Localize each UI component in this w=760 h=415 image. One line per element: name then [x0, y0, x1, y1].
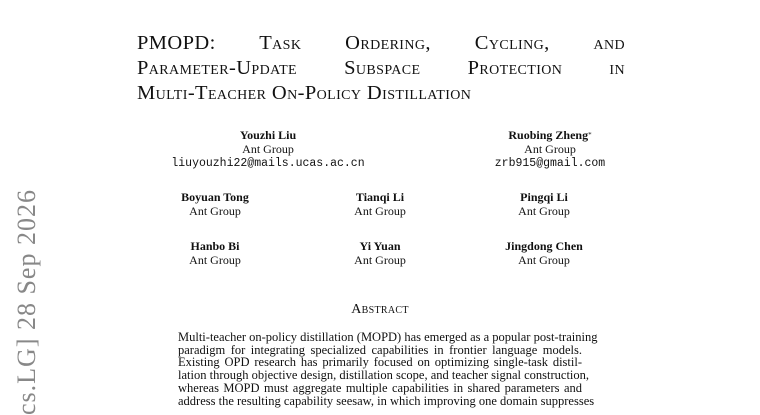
author-affiliation: Ant Group [524, 142, 576, 156]
author-name: Hanbo Bi [190, 239, 240, 253]
author-block [310, 239, 450, 267]
author-name: Youzhi Liu [239, 128, 297, 142]
author-name: Tianqi Li [355, 190, 405, 204]
author-block [145, 239, 285, 267]
author-name: Pingqi Li [520, 190, 568, 204]
author-affiliation: Ant Group [518, 253, 570, 267]
author-name: Yi Yuan [359, 239, 401, 253]
author-affiliation: Ant Group [518, 204, 570, 218]
abstract-line: whereas MOPD must aggregate multiple capabilities in shared parameters and [178, 380, 582, 395]
abstract-line: address the resulting capability seesaw, in which improving one domain suppresses [178, 393, 595, 408]
author-name: Jingdong Chen [505, 239, 583, 253]
abstract-line: paradigm for integrating specialized capabilities in frontier language models. [178, 342, 582, 357]
author-block [145, 190, 285, 218]
author-name: Boyuan Tong [181, 190, 249, 204]
author-block [474, 190, 614, 218]
abstract-line: Multi-teacher on-policy distillation (MOPD) has emerged as a popular post-training [178, 330, 598, 344]
arxiv-side-stamp: cs.LG] 28 Sep 2026 [12, 189, 41, 415]
abstract-heading: Abstract [351, 302, 409, 317]
author-block [440, 128, 660, 171]
author-affiliation: Ant Group [189, 253, 241, 267]
title-line-3: Multi-Teacher On-Policy Distillation [137, 82, 472, 104]
abstract-line: lation through objective design, distillation scope, and teacher signal construction, [178, 368, 590, 383]
corresponding-mark: * [588, 131, 592, 139]
author-affiliation: Ant Group [354, 204, 406, 218]
author-name: Ruobing Zheng* [508, 128, 592, 142]
author-affiliation: Ant Group [189, 204, 241, 218]
paper-title [137, 31, 625, 106]
abstract-body [178, 330, 598, 408]
author-affiliation: Ant Group [354, 253, 406, 267]
title-line-2: Parameter-Update Subspace Protection in [137, 57, 625, 79]
author-affiliation: Ant Group [242, 142, 294, 156]
author-email[interactable]: liuyouzhi22@mails.ucas.ac.cn [171, 157, 365, 170]
abstract-line: Existing OPD research has primarily focused on optimizing single-task distil- [178, 355, 582, 370]
title-line-1: PMOPD: Task Ordering, Cycling, and [137, 32, 625, 54]
author-email[interactable]: zrb915@gmail.com [494, 157, 606, 170]
author-block [310, 190, 450, 218]
author-block [474, 239, 614, 267]
author-block [158, 128, 378, 171]
